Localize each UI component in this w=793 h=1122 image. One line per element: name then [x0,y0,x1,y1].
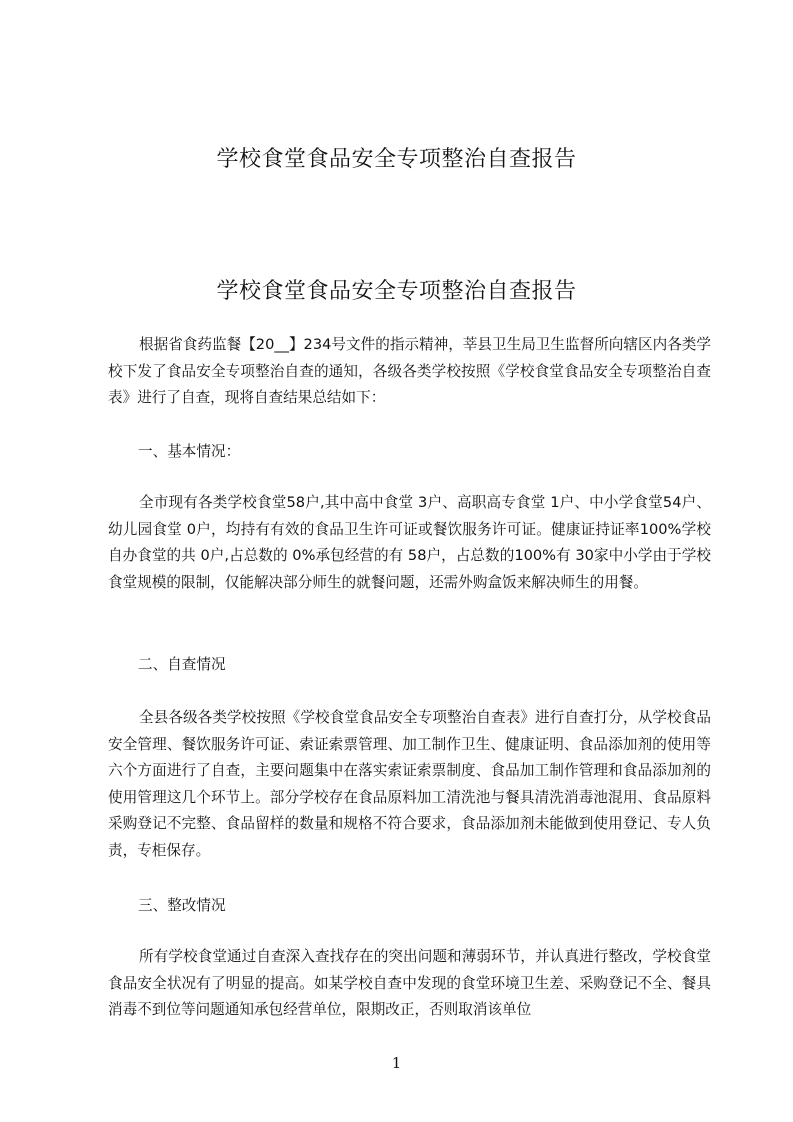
report-title: 学校食堂食品安全专项整治自查报告 [216,279,577,304]
page-number: 1 [391,1054,402,1072]
page-header-title: 学校食堂食品安全专项整治自查报告 [216,147,577,172]
section-body-self-check: 全县各级各类学校按照《学校食堂食品安全专项整治自查表》进行自查打分，从学校食品安全管理、餐饮服务许可证、索证索票管理、加工制作卫生、健康证明、食品添加剂的使用等六个方面进行了自查，主要问题集中在落实索证索票制度、食品加工制作管理和食品添加剂的使用管理这几个环节上。部分学校存在食品原料加工清洗池与餐具清洗消毒池混用、食品原料采购登记不完整、食品留样的数量和规格不符合要求，食品添加剂未能做到使用登记、专人负责，专柜保存。 [108,709,711,859]
section-heading-self-check: 二、自查情况 [138,656,226,673]
section-heading-rectification: 三、整改情况 [138,897,226,914]
section-body-rectification: 所有学校食堂通过自查深入查找存在的突出问题和薄弱环节，并认真进行整改，学校食堂食品安全状况有了明显的提高。如某学校自查中发现的食堂环境卫生差、采购登记不全、餐具消毒不到位等问题通知承包经营单位，限期改正，否则取消该单位 [108,948,711,1018]
intro-paragraph: 根据省食药监餐【20__】234号文件的指示精神，莘县卫生局卫生监督所向辖区内各类学校下发了食品安全专项整治自查的通知，各级各类学校按照《学校食堂食品安全专项整治自查表》进行了自查，现将自查结果总结如下： [108,336,711,406]
section-body-basic-info: 全市现有各类学校食堂58户,其中高中食堂 3户、高职高专食堂 1户、中小学食堂54户、幼儿园食堂 0户，均持有有效的食品卫生许可证或餐饮服务许可证。健康证持证率100%学校自办食堂的共 0户,占总数的 0%承包经营的有 58户，占总数的100%有 30家中小学由于学校食堂规模的限制，仅能解决部分师生的就餐问题，还需外购盒饭来解决师生的用餐。 [108,494,711,591]
section-heading-basic-info: 一、基本情况： [138,443,241,460]
